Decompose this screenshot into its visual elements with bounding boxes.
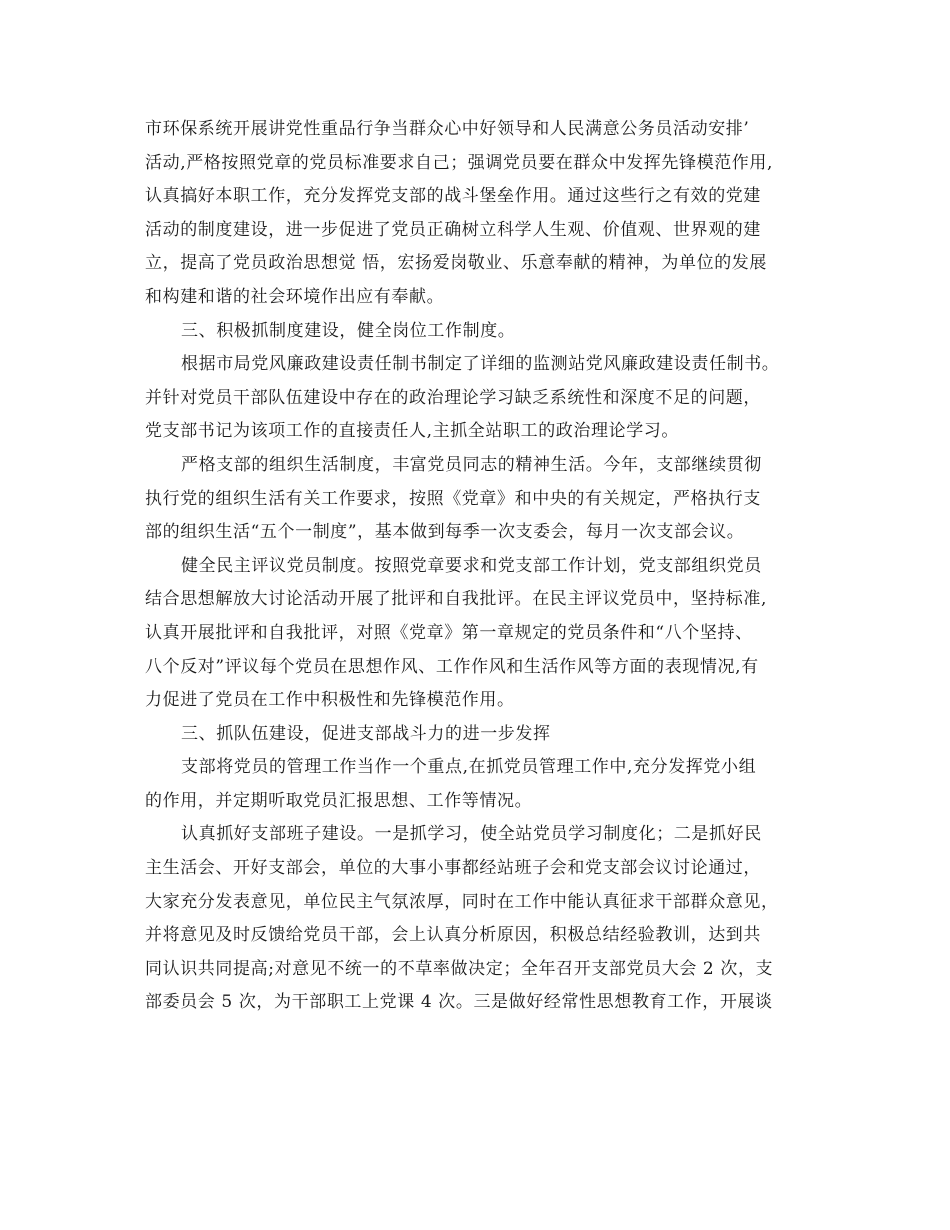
text-line: 党支部书记为该项工作的直接责任人,主抓全站职工的政治理论学习。	[145, 421, 680, 442]
text-line: 立，提高了党员政治思想觉 悟，宏扬爱岗敬业、乐意奉献的精神，为单位的发展	[145, 253, 768, 274]
text-line: 并针对党员干部队伍建设中存在的政治理论学习缺乏系统性和深度不足的问题，	[145, 387, 761, 408]
text-line: 部委员会 5 次，为干部职工上党课 4 次。三是做好经常性思想教育工作，开展谈	[145, 992, 773, 1013]
text-line: 三、抓队伍建设，促进支部战斗力的进一步发挥	[181, 723, 551, 744]
text-line: 大家充分发表意见，单位民主气氛浓厚，同时在工作中能认真征求干部群众意见，	[145, 891, 779, 912]
text-line: 力促进了党员在工作中积极性和先锋模范作用。	[145, 690, 515, 711]
text-line: 主生活会、开好支部会，单位的大事小事都经站班子会和党支部会议讨论通过，	[145, 858, 761, 879]
text-line: 和构建和谐的社会环境作出应有奉献。	[145, 286, 445, 307]
text-line: 活动的制度建设，进一步促进了党员正确树立科学人生观、价值观、世界观的建	[145, 219, 761, 240]
text-line: 认真开展批评和自我批评，对照《党章》第一章规定的党员条件和“八个坚持、	[145, 622, 753, 643]
text-line: 三、积极抓制度建设，健全岗位工作制度。	[181, 320, 516, 341]
text-line: 根据市局党风廉政建设责任制书制定了详细的监测站党风廉政建设责任制书。	[181, 354, 780, 375]
text-line: 严格支部的组织生活制度，丰富党员同志的精神生活。今年，支部继续贯彻	[181, 454, 762, 475]
text-line: 结合思想解放大讨论活动开展了批评和自我批评。在民主评议党员中，坚持标准,	[145, 589, 768, 610]
text-line: 并将意见及时反馈给党员干部，会上认真分析原因，积极总结经验教训，达到共	[145, 925, 761, 946]
text-line: 支部将党员的管理工作当作一个重点,在抓党员管理工作中,充分发挥党小组	[181, 757, 757, 778]
text-line: 执行党的组织生活有关工作要求，按照《党章》和中央的有关规定，严格执行支	[145, 488, 761, 509]
text-line: 活动,严格按照党章的党员标准要求自己；强调党员要在群众中发挥先锋模范作用,	[145, 152, 774, 173]
text-line: 部的组织生活“五个一制度”，基本做到每季一次支委会，每月一次支部会议。	[145, 522, 745, 543]
document-body	[145, 113, 825, 1020]
text-line: 认真搞好本职工作，充分发挥党支部的战斗堡垒作用。通过这些行之有效的党建	[145, 186, 761, 207]
text-line: 市环保系统开展讲党性重品行争当群众心中好领导和人民满意公务员活动安排’	[145, 119, 750, 139]
text-line: 认真抓好支部班子建设。一是抓学习，使全站党员学习制度化；二是抓好民	[181, 824, 762, 845]
text-line: 同认识共同提高;对意见不统一的不草率做决定；全年召开支部党员大会 2 次，支	[145, 958, 774, 979]
text-line: 八个反对”评议每个党员在思想作风、工作作风和生活作风等方面的表现情况,有	[145, 656, 759, 677]
text-line: 的作用，并定期听取党员汇报思想、工作等情况。	[145, 790, 533, 811]
text-line: 健全民主评议党员制度。按照党章要求和党支部工作计划，党支部组织党员	[181, 555, 762, 576]
